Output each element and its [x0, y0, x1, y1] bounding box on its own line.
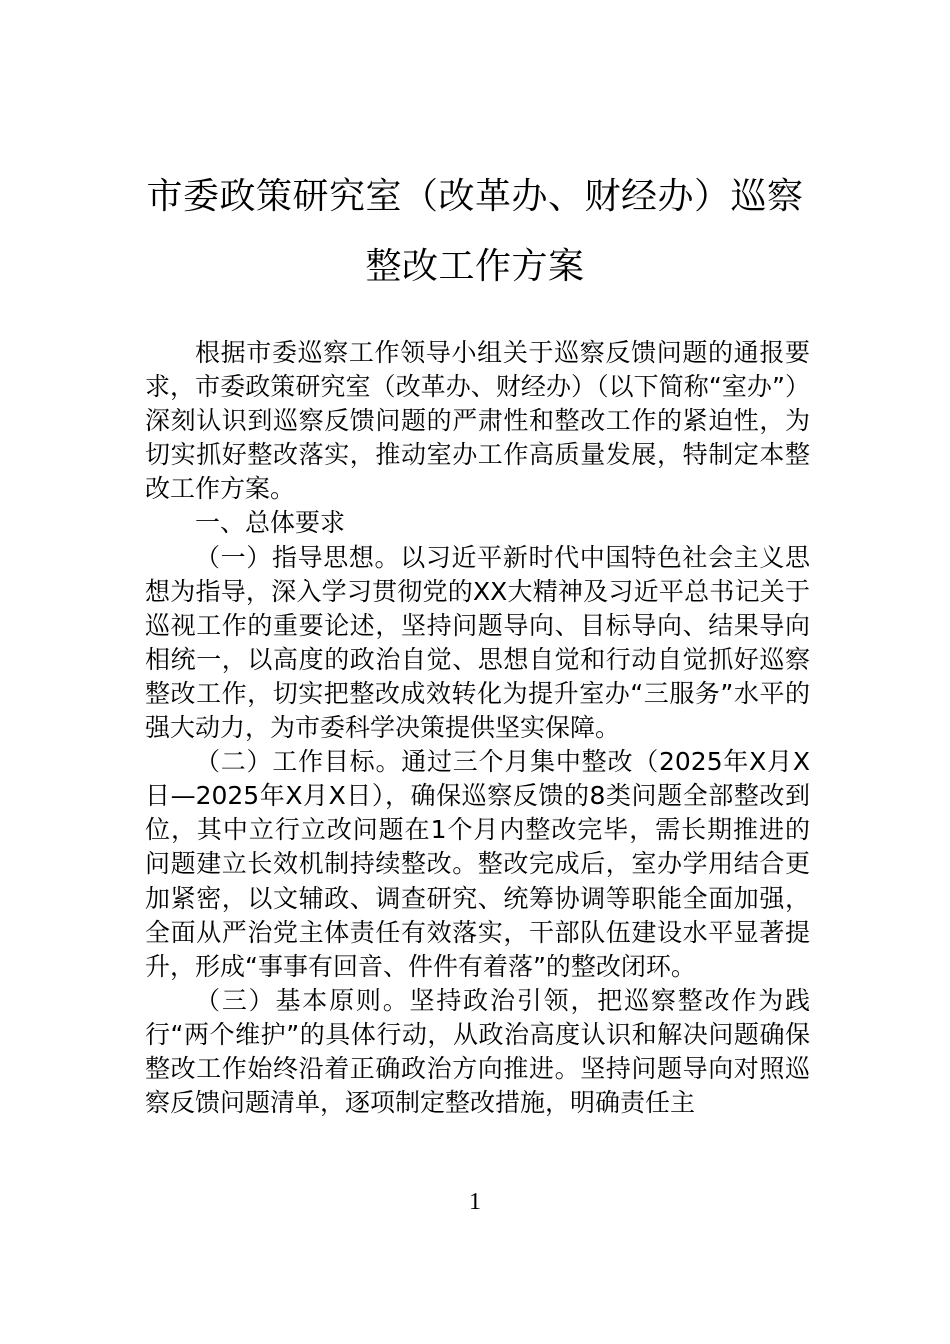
paragraph-guiding-thought: （一）指导思想。以习近平新时代中国特色社会主义思想为指导，深入学习贯彻党的XX大精神及习近平总书记关于巡视工作的重要论述，坚持问题导向、目标导向、结果导向相统一，以高度的政治自觉、思想自觉和行动自觉抓好巡察整改工作，切实把整改成效转化为提升室办“三服务”水平的强大动力，为市委科学决策提供坚实保障。: [145, 542, 810, 743]
section-heading-general-requirements: 一、总体要求: [195, 508, 346, 538]
document-title-line-2: 整改工作方案: [365, 246, 585, 287]
paragraph-work-objectives: （二）工作目标。通过三个月集中整改（2025年X月X日—2025年X月X日），确保巡察反馈的8类问题全部整改到位，其中立行立改问题在1个月内整改完毕，需长期推进的问题建立长效机制持续整改。整改完成后，室办学用结合更加紧密，以文辅政、调查研究、统筹协调等职能全面加强，全面从严治党主体责任有效落实，干部队伍建设水平显著提升，形成“事事有回音、件件有着落”的整改闭环。: [145, 747, 810, 981]
document-body: [145, 336, 810, 1120]
paragraph-intro: 根据市委巡察工作领导小组关于巡察反馈问题的通报要求，市委政策研究室（改革办、财经办）（以下简称“室办”）深刻认识到巡察反馈问题的严肃性和整改工作的紧迫性，为切实抓好整改落实，推动室办工作高质量发展，特制定本整改工作方案。: [145, 338, 810, 504]
document-title-line-1: 市委政策研究室（改革办、财经办）巡察: [146, 176, 804, 217]
page-number: 1: [469, 1189, 481, 1215]
paragraph-basic-principles: （三）基本原则。坚持政治引领，把巡察整改作为践行“两个维护”的具体行动，从政治高度认识和解决问题确保整改工作始终沿着正确政治方向推进。坚持问题导向对照巡察反馈问题清单，逐项制定整改措施，明确责任主: [145, 985, 810, 1118]
